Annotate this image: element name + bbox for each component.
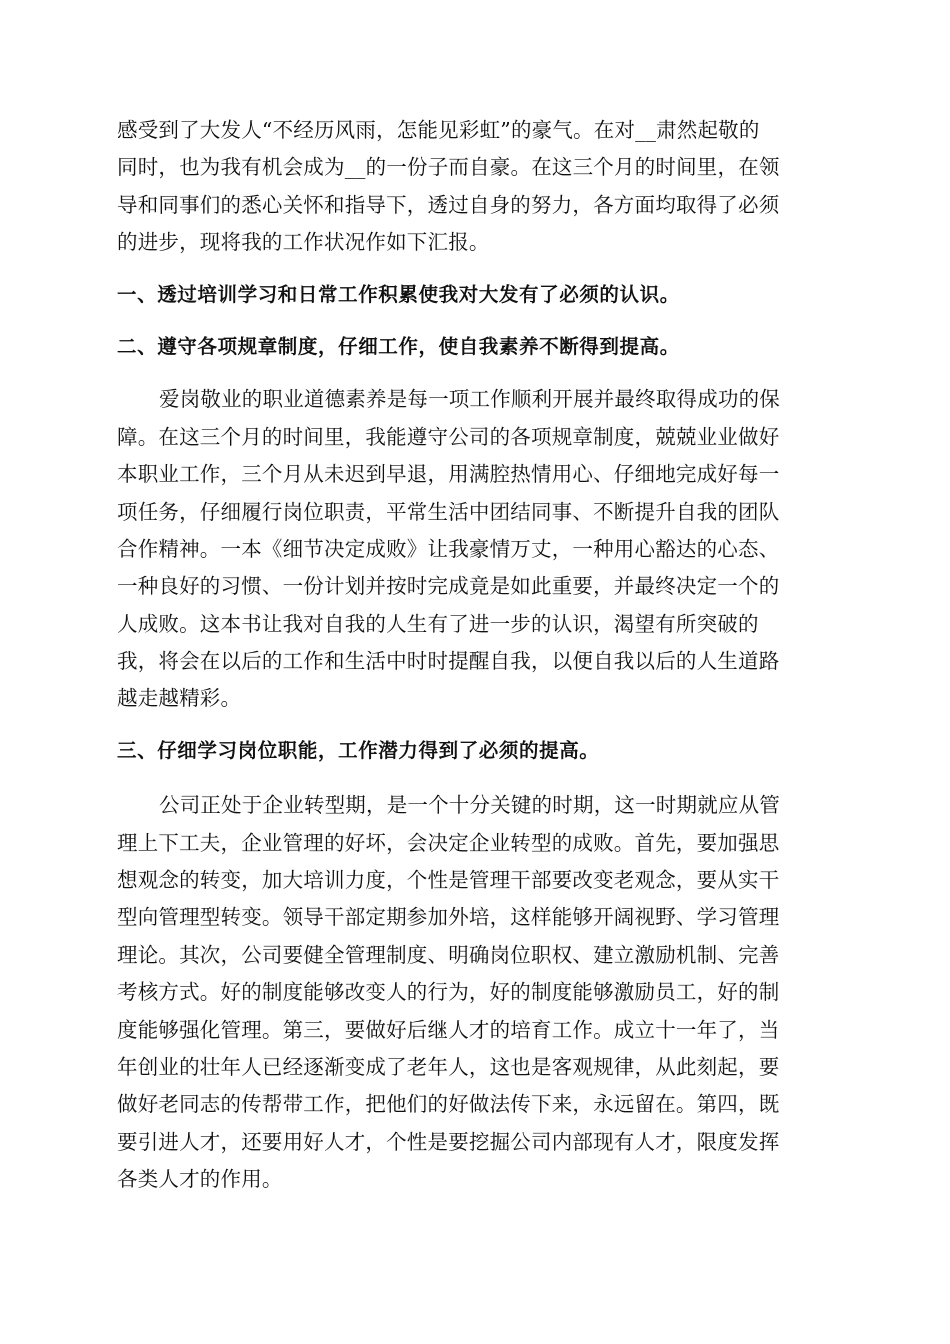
paragraph-line: 型向管理型转变。领导干部定期参加外培，这样能够开阔视野、学习管理	[117, 905, 780, 930]
paragraph-line: 做好老同志的传帮带工作，把他们的好做法传下来，永远留在。第四，既	[117, 1092, 780, 1117]
paragraph-line: 一种良好的习惯、一份计划并按时完成竟是如此重要，并最终决定一个的	[117, 574, 780, 599]
paragraph-line: 年创业的壮年人已经逐渐变成了老年人，这也是客观规律，从此刻起，要	[117, 1054, 780, 1079]
paragraph-line: 同时，也为我有机会成为__的一份子而自豪。在这三个月的时间里，在领	[117, 155, 780, 180]
paragraph-line: 的进步，现将我的工作状况作如下汇报。	[117, 230, 490, 255]
paragraph-line: 考核方式。好的制度能够改变人的行为，好的制度能够激励员工，好的制	[117, 980, 780, 1005]
section-heading-1: 一、透过培训学习和日常工作积累使我对大发有了必须的认识。	[117, 282, 680, 306]
section-heading-2: 二、遵守各项规章制度，仔细工作，使自我素养不断得到提高。	[117, 334, 680, 358]
paragraph-line: 我，将会在以后的工作和生活中时时提醒自我，以便自我以后的人生道路	[117, 649, 780, 674]
paragraph-intro	[117, 112, 833, 262]
section-heading-3: 三、仔细学习岗位职能，工作潜力得到了必须的提高。	[117, 738, 600, 762]
paragraph-line: 公司正处于企业转型期，是一个十分关键的时期，这一时期就应从管	[159, 793, 780, 818]
paragraph-line: 本职业工作，三个月从未迟到早退，用满腔热情用心、仔细地完成好每一	[117, 462, 780, 487]
paragraph-management	[117, 787, 833, 1198]
document-page	[117, 112, 833, 1199]
paragraph-line: 理论。其次，公司要健全管理制度、明确岗位职权、建立激励机制、完善	[117, 942, 780, 967]
paragraph-line: 想观念的转变，加大培训力度，个性是管理干部要改变老观念，要从实干	[117, 868, 780, 893]
paragraph-line: 感受到了大发人“不经历风雨，怎能见彩虹”的豪气。在对__肃然起敬的	[117, 118, 760, 142]
paragraph-line: 越走越精彩。	[117, 686, 242, 711]
paragraph-line: 导和同事们的悉心关怀和指导下，透过自身的努力，各方面均取得了必须	[117, 192, 780, 217]
paragraph-dedication	[117, 381, 833, 718]
paragraph-line: 障。在这三个月的时间里，我能遵守公司的各项规章制度，兢兢业业做好	[117, 424, 780, 449]
paragraph-line: 合作精神。一本《细节决定成败》让我豪情万丈，一种用心豁达的心态、	[117, 536, 780, 561]
paragraph-line: 项任务，仔细履行岗位职责，平常生活中团结同事、不断提升自我的团队	[117, 499, 780, 524]
paragraph-line: 要引进人才，还要用好人才，个性是要挖掘公司内部现有人才，限度发挥	[117, 1129, 780, 1154]
paragraph-line: 人成败。这本书让我对自我的人生有了进一步的认识，渴望有所突破的	[117, 611, 759, 636]
paragraph-line: 各类人才的作用。	[117, 1167, 283, 1192]
paragraph-line: 度能够强化管理。第三，要做好后继人才的培育工作。成立十一年了，当	[117, 1017, 780, 1042]
paragraph-line: 理上下工夫，企业管理的好坏，会决定企业转型的成败。首先，要加强思	[117, 830, 780, 855]
paragraph-line: 爱岗敬业的职业道德素养是每一项工作顺利开展并最终取得成功的保	[159, 387, 780, 412]
